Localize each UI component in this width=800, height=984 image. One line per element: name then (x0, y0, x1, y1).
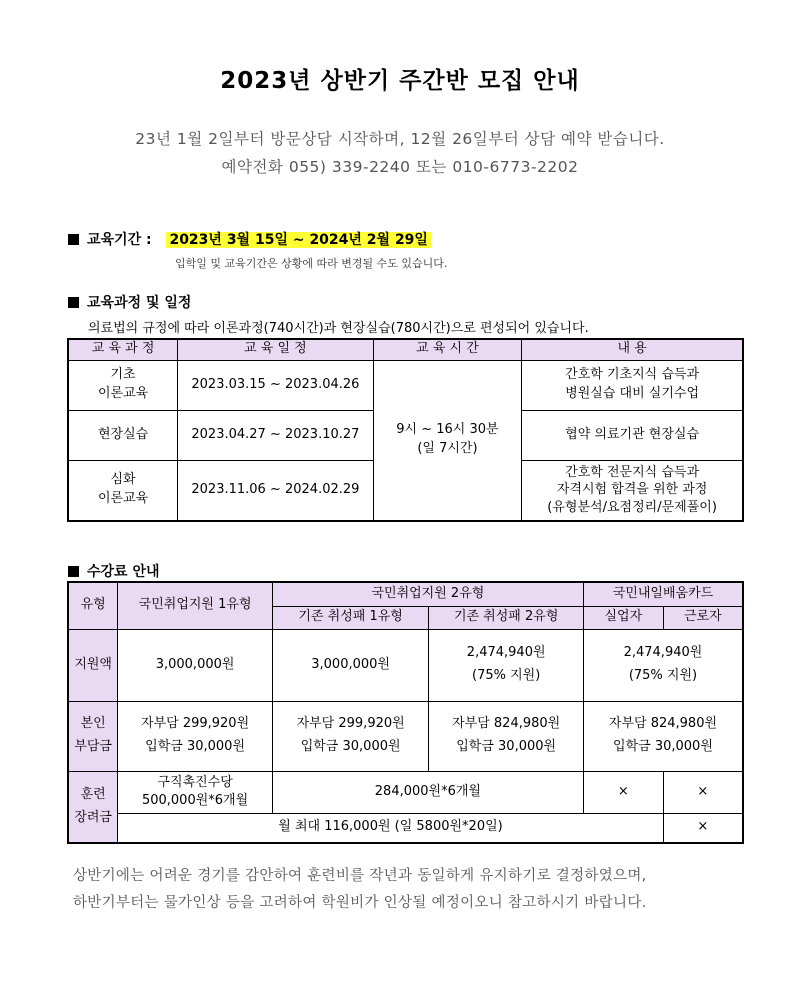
header-type1: 국민취업지원 1유형 (118, 582, 273, 629)
course-date: 2023.04.27 ~ 2023.10.27 (178, 410, 374, 460)
course-section-heading (68, 292, 191, 312)
period-section (68, 229, 431, 249)
square-bullet-icon (68, 297, 79, 308)
selfpay-type2a: 자부담 299,920원 입학금 30,000원 (272, 701, 429, 771)
course-description: 의료법의 규정에 따라 이론과정(740시간)과 현장실습(780시간)으로 편성되어 있습니다. (88, 321, 589, 336)
allowance-type2: 284,000원*6개월 (272, 771, 583, 813)
course-name: 기초 이론교육 (68, 360, 178, 410)
header-time: 교 육 시 간 (373, 339, 522, 360)
page-title: 2023년 상반기 주간반 모집 안내 (220, 68, 580, 94)
course-table (67, 338, 744, 522)
course-content: 간호학 전문지식 습득과 자격시험 합격을 위한 과정 (유형분석/요점정리/문제풀이) (522, 460, 743, 521)
period-value: 2023년 3월 15일 ~ 2024년 2월 29일 (166, 232, 431, 248)
footer-line-2: 하반기부터는 물가인상 등을 고려하여 학원비가 인상될 예정이오니 참고하시기 바랍니다. (73, 895, 647, 911)
selfpay-type1: 자부담 299,920원 입학금 30,000원 (118, 701, 273, 771)
table-row (68, 701, 743, 771)
footer-line-1: 상반기에는 어려운 경기를 감안하여 훈련비를 작년과 동일하게 유지하기로 결정하였으며, (73, 868, 647, 884)
period-label: 교육기간 : (87, 232, 152, 248)
header-schedule: 교 육 일 정 (178, 339, 374, 360)
period-note: 입학일 및 교육기간은 상황에 따라 변경될 수도 있습니다. (175, 257, 448, 270)
fee-section-heading (68, 561, 160, 581)
course-content: 협약 의료기관 현장실습 (522, 410, 743, 460)
fee-heading-text: 수강료 안내 (87, 564, 160, 580)
allowance-monthly-worker: × (663, 813, 743, 843)
support-type2a: 3,000,000원 (272, 629, 429, 701)
intro-line-1: 23년 1월 2일부터 방문상담 시작하며, 12월 26일부터 상담 예약 받습니다. (135, 130, 665, 148)
course-time: 9시 ~ 16시 30분 (일 7시간) (373, 360, 522, 521)
support-type2b: 2,474,940원 (75% 지원) (429, 629, 584, 701)
allowance-monthly: 월 최대 116,000원 (일 5800원*20일) (118, 813, 663, 843)
course-table-header (68, 339, 743, 360)
course-content: 간호학 기초지식 습득과 병원실습 대비 실기수업 (522, 360, 743, 410)
header-content: 내 용 (522, 339, 743, 360)
row-label-allowance: 훈련 장려금 (68, 771, 118, 843)
table-row (68, 360, 743, 410)
header-course: 교 육 과 정 (68, 339, 178, 360)
support-card: 2,474,940원 (75% 지원) (583, 629, 743, 701)
table-row (68, 629, 743, 701)
header-type2b: 기존 취성패 2유형 (429, 606, 584, 629)
table-row (68, 771, 743, 813)
course-date: 2023.03.15 ~ 2023.04.26 (178, 360, 374, 410)
header-card: 국민내일배움카드 (583, 582, 743, 606)
allowance-worker: × (663, 771, 743, 813)
fee-table (67, 581, 744, 844)
header-type: 유형 (68, 582, 118, 629)
fee-header-row-1 (68, 582, 743, 606)
course-name: 현장실습 (68, 410, 178, 460)
selfpay-type2b: 자부담 824,980원 입학금 30,000원 (429, 701, 584, 771)
course-date: 2023.11.06 ~ 2024.02.29 (178, 460, 374, 521)
header-type2a: 기존 취성패 1유형 (272, 606, 429, 629)
square-bullet-icon (68, 234, 79, 245)
square-bullet-icon (68, 566, 79, 577)
allowance-unemployed: × (583, 771, 663, 813)
row-label-support: 지원액 (68, 629, 118, 701)
support-type1: 3,000,000원 (118, 629, 273, 701)
row-label-self-pay: 본인 부담금 (68, 701, 118, 771)
table-row (68, 813, 743, 843)
selfpay-card: 자부담 824,980원 입학금 30,000원 (583, 701, 743, 771)
intro-line-2: 예약전화 055) 339-2240 또는 010-6773-2202 (221, 158, 579, 176)
allowance-type1: 구직촉진수당 500,000원*6개월 (118, 771, 273, 813)
course-heading-text: 교육과정 및 일정 (87, 295, 192, 311)
header-type2: 국민취업지원 2유형 (272, 582, 583, 606)
course-name: 심화 이론교육 (68, 460, 178, 521)
header-worker: 근로자 (663, 606, 743, 629)
header-unemployed: 실업자 (583, 606, 663, 629)
